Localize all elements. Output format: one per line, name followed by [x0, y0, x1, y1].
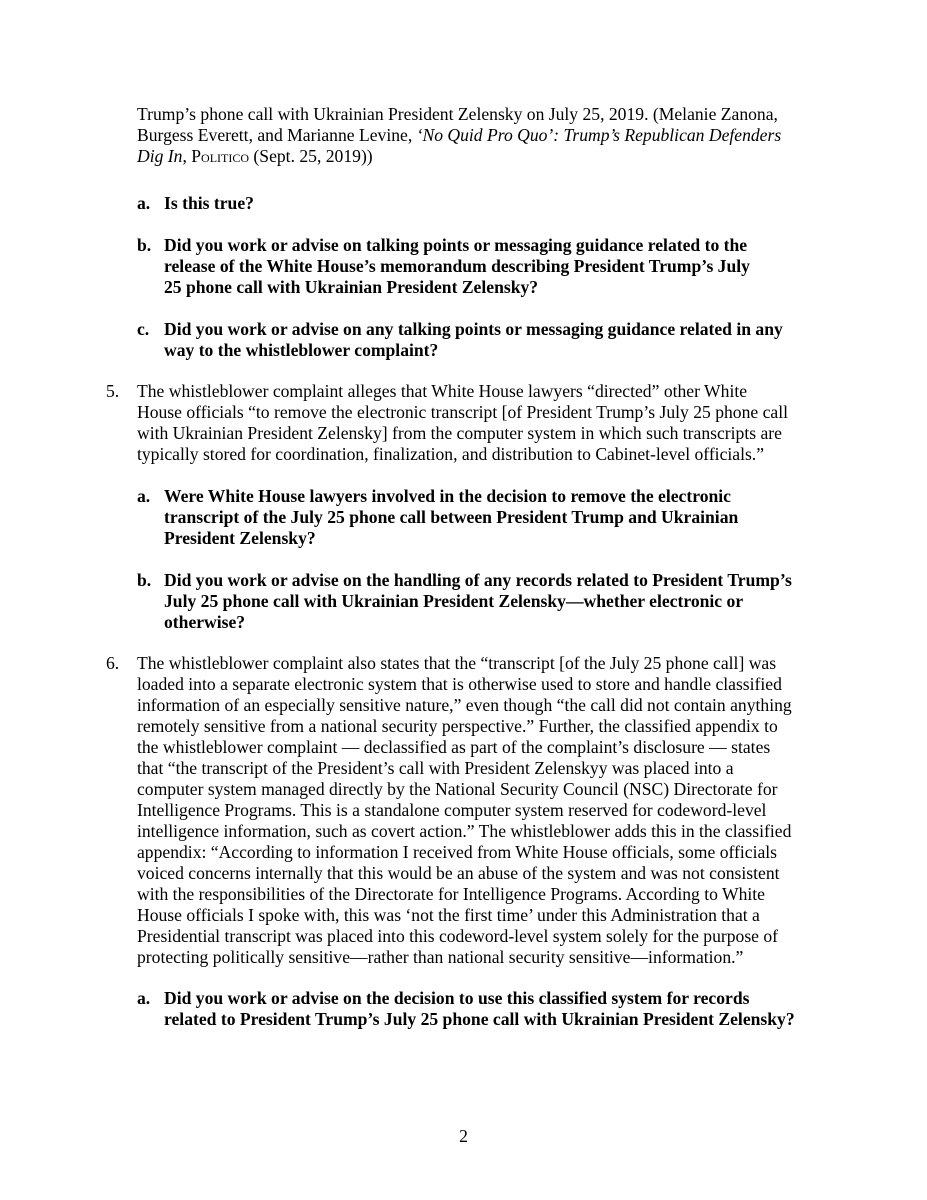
question-line: July 25 phone call with Ukrainian President Zelensky—whether electronic or — [164, 591, 744, 611]
citation-authors: Burgess Everett, and Marianne Levine, — [137, 125, 417, 145]
question-6-paragraph — [137, 653, 837, 968]
question-line: release of the White House’s memorandum describing President Trump’s July — [164, 256, 750, 276]
paragraph-line: with the responsibilities of the Directorate for Intelligence Programs. According to White — [137, 884, 765, 904]
citation-separator: , — [182, 146, 192, 166]
citation-title: ‘No Quid Pro Quo’: Trump’s Republican Defenders — [416, 125, 782, 145]
paragraph-line: appendix: “According to information I received from White House officials, some officials — [137, 842, 778, 862]
question-line: related to President Trump’s July 25 phone call with Ukrainian President Zelensky? — [164, 1009, 795, 1029]
paragraph-line: The whistleblower complaint alleges that White House lawyers “directed” other White — [137, 381, 748, 401]
citation-title-end: Dig In — [137, 146, 183, 166]
citation-date: (Sept. 25, 2019)) — [249, 146, 373, 166]
paragraph-line: Intelligence Programs. This is a standalone computer system reserved for codeword-level — [137, 800, 767, 820]
paragraph-line: Presidential transcript was placed into this codeword-level system solely for the purpose of — [137, 926, 779, 946]
paragraph-line: House officials “to remove the electronic transcript [of President Trump’s July 25 phone call — [137, 402, 788, 422]
sub-letter: c. — [137, 319, 150, 339]
citation-publication: Politico — [191, 146, 250, 166]
paragraph-line — [137, 146, 837, 167]
question-5-paragraph — [137, 381, 837, 465]
sub-letter: a. — [137, 486, 151, 506]
continuation-paragraph — [137, 104, 837, 167]
question-line: President Zelensky? — [164, 528, 316, 548]
question-4b — [137, 235, 837, 298]
question-5b — [137, 570, 837, 633]
question-line: otherwise? — [164, 612, 246, 632]
paragraph-line: loaded into a separate electronic system that is otherwise used to store and handle classified — [137, 674, 782, 694]
question-line: Did you work or advise on the decision to use this classified system for records — [164, 988, 750, 1008]
page-number: 2 — [459, 1126, 468, 1146]
paragraph-line: House officials I spoke with, this was ‘not the first time’ under this Administration that a — [137, 905, 760, 925]
question-6a — [137, 988, 837, 1030]
sub-letter: b. — [137, 235, 152, 255]
paragraph-line: information of an especially sensitive nature,” even though “the call did not contain anything — [137, 695, 792, 715]
question-line: 25 phone call with Ukrainian President Zelensky? — [164, 277, 539, 297]
question-line: transcript of the July 25 phone call between President Trump and Ukrainian — [164, 507, 739, 527]
sub-letter: b. — [137, 570, 152, 590]
question-line: Did you work or advise on any talking points or messaging guidance related in any — [164, 319, 783, 339]
paragraph-line — [137, 125, 837, 146]
paragraph-line: typically stored for coordination, finalization, and distribution to Cabinet-level officials.” — [137, 444, 765, 464]
question-4c — [137, 319, 837, 361]
paragraph-line: intelligence information, such as covert action.” The whistleblower adds this in the classified — [137, 821, 792, 841]
question-5a — [137, 486, 837, 549]
question-line: Did you work or advise on the handling of any records related to President Trump’s — [164, 570, 792, 590]
paragraph-line: The whistleblower complaint also states that the “transcript [of the July 25 phone call] was — [137, 653, 777, 673]
paragraph-line: Trump’s phone call with Ukrainian President Zelensky on July 25, 2019. (Melanie Zanona, — [137, 104, 778, 124]
paragraph-line: with Ukrainian President Zelensky] from the computer system in which such transcripts are — [137, 423, 782, 443]
paragraph-line: computer system managed directly by the National Security Council (NSC) Directorate for — [137, 779, 778, 799]
sub-letter: a. — [137, 988, 151, 1008]
paragraph-line: protecting politically sensitive—rather than national security sensitive—information.” — [137, 947, 744, 967]
question-number: 5. — [106, 381, 120, 401]
question-line: Were White House lawyers involved in the decision to remove the electronic — [164, 486, 731, 506]
question-number: 6. — [106, 653, 120, 673]
sub-letter: a. — [137, 193, 151, 213]
question-4a — [137, 193, 837, 214]
question-line: way to the whistleblower complaint? — [164, 340, 439, 360]
paragraph-line: that “the transcript of the President’s call with President Zelenskyy was placed into a — [137, 758, 734, 778]
paragraph-line: remotely sensitive from a national security perspective.” Further, the classified appendix to — [137, 716, 778, 736]
paragraph-line: voiced concerns internally that this would be an abuse of the system and was not consistent — [137, 863, 780, 883]
paragraph-line: the whistleblower complaint — declassified as part of the complaint’s disclosure — states — [137, 737, 771, 757]
question-line: Is this true? — [164, 193, 254, 213]
question-line: Did you work or advise on talking points or messaging guidance related to the — [164, 235, 748, 255]
